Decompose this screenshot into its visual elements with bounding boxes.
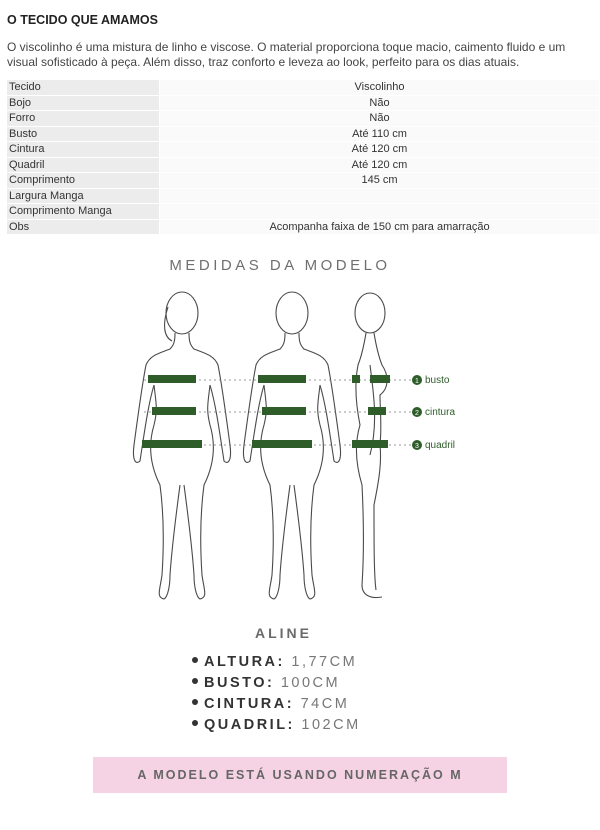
measurement-label: CINTURA:: [204, 696, 295, 712]
spec-value: Viscolinho: [160, 80, 599, 95]
spec-value: Até 120 cm: [160, 142, 599, 157]
measurement-label: QUADRIL:: [204, 717, 295, 733]
measurement-band: [142, 440, 202, 448]
measurement-label: BUSTO:: [204, 675, 275, 691]
model-measurements-heading: MEDIDAS DA MODELO: [169, 257, 391, 274]
measurement-value: 74CM: [300, 696, 350, 712]
model-name: ALINE: [255, 625, 312, 641]
spec-row: [7, 220, 599, 235]
spec-row: [7, 111, 599, 126]
measurement-band: [152, 407, 196, 415]
measurement-band: [262, 407, 306, 415]
bullet-icon: [192, 657, 198, 663]
measurement-band: [368, 407, 386, 415]
bullet-icon: [192, 678, 198, 684]
marker-busto: [412, 375, 450, 386]
spec-label: Quadril: [7, 158, 159, 173]
measurement-item: [192, 673, 361, 694]
measurement-item: [192, 694, 361, 715]
spec-label: Largura Manga: [7, 189, 159, 204]
spec-row: [7, 189, 599, 204]
spec-value: Não: [160, 96, 599, 111]
spec-label: Cintura: [7, 142, 159, 157]
spec-label: Busto: [7, 127, 159, 142]
measurement-value: 100CM: [280, 675, 341, 691]
spec-row: [7, 80, 599, 95]
svg-text:2: 2: [415, 410, 419, 417]
spec-value: Não: [160, 111, 599, 126]
body-measurement-diagram: [120, 285, 480, 610]
measurement-band: [258, 375, 306, 383]
section-title: O TECIDO QUE AMAMOS: [7, 13, 158, 27]
measurement-value: 102CM: [301, 717, 361, 733]
spec-label: Bojo: [7, 96, 159, 111]
marker-cintura: [412, 407, 455, 418]
size-banner: A MODELO ESTÁ USANDO NUMERAÇÃO M: [93, 757, 507, 793]
marker-quadril: [412, 440, 455, 451]
bullet-icon: [192, 720, 198, 726]
measurement-band: [352, 375, 360, 383]
spec-value: 145 cm: [160, 173, 599, 188]
svg-text:1: 1: [415, 378, 419, 385]
svg-text:3: 3: [415, 443, 419, 450]
spec-row: [7, 158, 599, 173]
specs-table: [6, 79, 600, 235]
measurement-item: [192, 715, 361, 736]
measurement-item: [192, 652, 361, 673]
spec-row: [7, 96, 599, 111]
spec-value: [160, 204, 599, 219]
spec-value: [160, 189, 599, 204]
spec-label: Forro: [7, 111, 159, 126]
bullet-icon: [192, 699, 198, 705]
spec-label: Tecido: [7, 80, 159, 95]
measurement-label: ALTURA:: [204, 654, 285, 670]
measurement-band: [370, 375, 390, 383]
fabric-description: O viscolinho é uma mistura de linho e viscose. O material proporciona toque macio, caimento fluido e um visual sofisticado à peça. Além disso, traz conforto e leveza ao look, perfeito para os dias atuais.: [7, 40, 566, 69]
spec-row: [7, 173, 599, 188]
measurement-band: [148, 375, 196, 383]
spec-row: [7, 204, 599, 219]
svg-text:quadril: quadril: [425, 440, 456, 451]
measurement-band: [252, 440, 312, 448]
spec-label: Obs: [7, 220, 159, 235]
model-measurements-list: [192, 652, 361, 736]
spec-label: Comprimento: [7, 173, 159, 188]
spec-row: [7, 142, 599, 157]
spec-value: Até 120 cm: [160, 158, 599, 173]
svg-text:busto: busto: [425, 375, 450, 386]
measurement-band: [352, 440, 388, 448]
svg-text:cintura: cintura: [425, 407, 456, 418]
spec-label: Comprimento Manga: [7, 204, 159, 219]
spec-row: [7, 127, 599, 142]
measurement-value: 1,77CM: [291, 654, 358, 670]
spec-value: Até 110 cm: [160, 127, 599, 142]
spec-value: Acompanha faixa de 150 cm para amarração: [160, 220, 599, 235]
